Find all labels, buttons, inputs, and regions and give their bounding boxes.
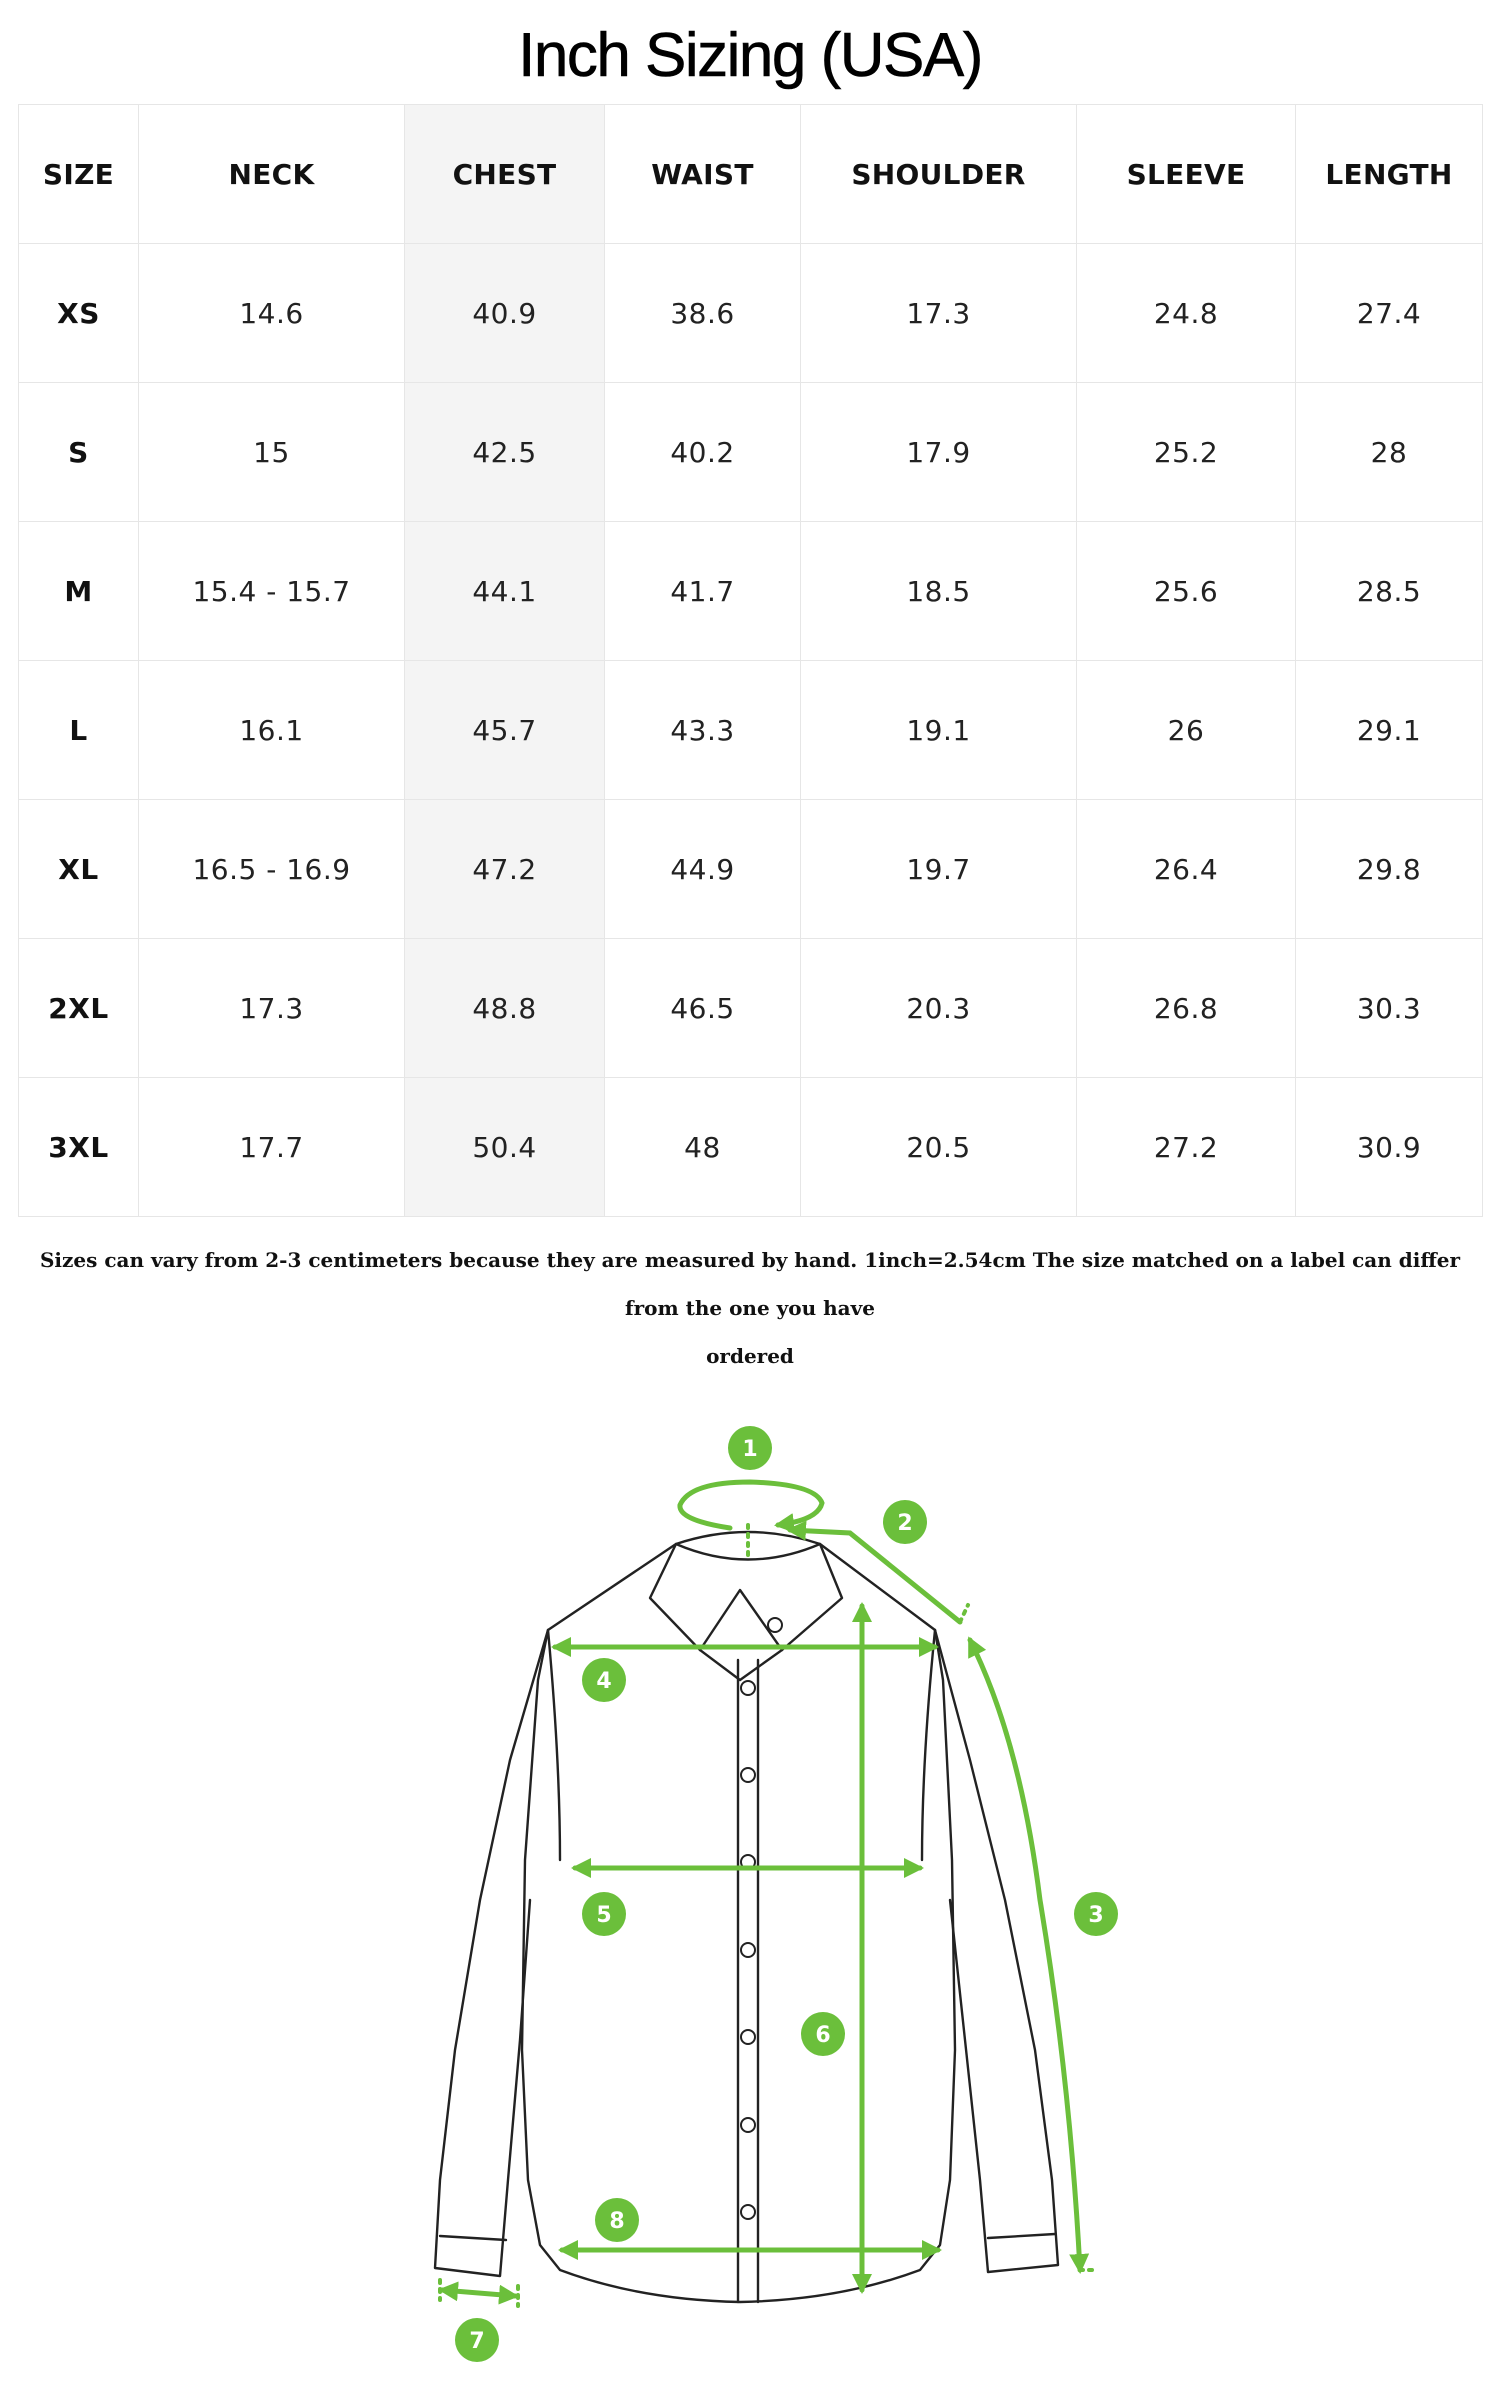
marker-3-badge (1074, 1892, 1118, 1936)
shoulder-cell: 18.5 (801, 522, 1077, 661)
length-cell: 28 (1296, 383, 1483, 522)
table-row (19, 522, 1483, 661)
size-cell: 2XL (19, 939, 139, 1078)
chest-cell: 47.2 (405, 800, 605, 939)
size-cell: M (19, 522, 139, 661)
shirt-buttons (741, 1618, 782, 2219)
table-row (19, 383, 1483, 522)
note-line-1: Sizes can vary from 2-3 centimeters because they are measured by hand. 1inch=2.54cm The size matched on a label can differ from the one you have (39, 1248, 1461, 1320)
measurement-lines (440, 1482, 1095, 2306)
sleeve-cell: 25.2 (1077, 383, 1296, 522)
marker-4-label: 4 (596, 1669, 612, 1694)
waist-cell: 46.5 (605, 939, 801, 1078)
marker-8-label: 8 (609, 2209, 625, 2234)
neck-cell: 14.6 (139, 244, 405, 383)
marker-2-label: 2 (897, 1511, 913, 1536)
marker-badges (455, 1426, 1118, 2362)
table-row (19, 1078, 1483, 1217)
shoulder-cell: 19.7 (801, 800, 1077, 939)
marker-1-label: 1 (742, 1437, 758, 1462)
neck-cell: 17.3 (139, 939, 405, 1078)
neck-cell: 15 (139, 383, 405, 522)
shirt-measurement-diagram (400, 1400, 1104, 2370)
length-cell: 30.3 (1296, 939, 1483, 1078)
shoulder-cell: 17.3 (801, 244, 1077, 383)
neck-cell: 17.7 (139, 1078, 405, 1217)
chest-cell: 50.4 (405, 1078, 605, 1217)
marker-3-label: 3 (1088, 1903, 1104, 1928)
sleeve-cell: 27.2 (1077, 1078, 1296, 1217)
neck-cell: 16.5 - 16.9 (139, 800, 405, 939)
sleeve-cell: 26.8 (1077, 939, 1296, 1078)
size-cell: L (19, 661, 139, 800)
sleeve-cell: 26.4 (1077, 800, 1296, 939)
size-cell: XL (19, 800, 139, 939)
waist-cell: 38.6 (605, 244, 801, 383)
header-shoulder: SHOULDER (801, 105, 1077, 244)
length-cell: 29.8 (1296, 800, 1483, 939)
size-cell: XS (19, 244, 139, 383)
length-cell: 28.5 (1296, 522, 1483, 661)
marker-2-badge (883, 1500, 927, 1544)
chest-cell: 45.7 (405, 661, 605, 800)
chest-cell: 40.9 (405, 244, 605, 383)
waist-cell: 44.9 (605, 800, 801, 939)
marker-4-badge (582, 1658, 626, 1702)
shoulder-cell: 19.1 (801, 661, 1077, 800)
marker-8-badge (595, 2198, 639, 2242)
header-waist: WAIST (605, 105, 801, 244)
marker-6-badge (801, 2012, 845, 2056)
shoulder-cell: 17.9 (801, 383, 1077, 522)
length-cell: 30.9 (1296, 1078, 1483, 1217)
header-chest: CHEST (405, 105, 605, 244)
chest-cell: 44.1 (405, 522, 605, 661)
marker-7-badge (455, 2318, 499, 2362)
marker-6-label: 6 (815, 2023, 831, 2048)
table-row (19, 939, 1483, 1078)
marker-5-label: 5 (596, 1903, 612, 1928)
header-neck: NECK (139, 105, 405, 244)
sleeve-cell: 25.6 (1077, 522, 1296, 661)
table-row (19, 800, 1483, 939)
waist-cell: 41.7 (605, 522, 801, 661)
shoulder-cell: 20.5 (801, 1078, 1077, 1217)
sleeve-cell: 24.8 (1077, 244, 1296, 383)
waist-cell: 40.2 (605, 383, 801, 522)
size-chart-table (18, 104, 1483, 1217)
header-row (19, 105, 1483, 244)
chest-cell: 42.5 (405, 383, 605, 522)
sleeve-cell: 26 (1077, 661, 1296, 800)
waist-cell: 43.3 (605, 661, 801, 800)
table-row (19, 244, 1483, 383)
chest-cell: 48.8 (405, 939, 605, 1078)
marker-5-badge (582, 1892, 626, 1936)
marker-7-label: 7 (469, 2329, 485, 2354)
page-title: Inch Sizing (USA) (518, 21, 982, 90)
length-cell: 27.4 (1296, 244, 1483, 383)
waist-cell: 48 (605, 1078, 801, 1217)
neck-cell: 16.1 (139, 661, 405, 800)
header-size: SIZE (19, 105, 139, 244)
size-cell: S (19, 383, 139, 522)
neck-cell: 15.4 - 15.7 (139, 522, 405, 661)
size-disclaimer-note (30, 1236, 1470, 1380)
header-sleeve: SLEEVE (1077, 105, 1296, 244)
note-line-2: ordered (706, 1344, 794, 1368)
marker-1-badge (728, 1426, 772, 1470)
table-row (19, 661, 1483, 800)
header-length: LENGTH (1296, 105, 1483, 244)
length-cell: 29.1 (1296, 661, 1483, 800)
shoulder-cell: 20.3 (801, 939, 1077, 1078)
size-cell: 3XL (19, 1078, 139, 1217)
